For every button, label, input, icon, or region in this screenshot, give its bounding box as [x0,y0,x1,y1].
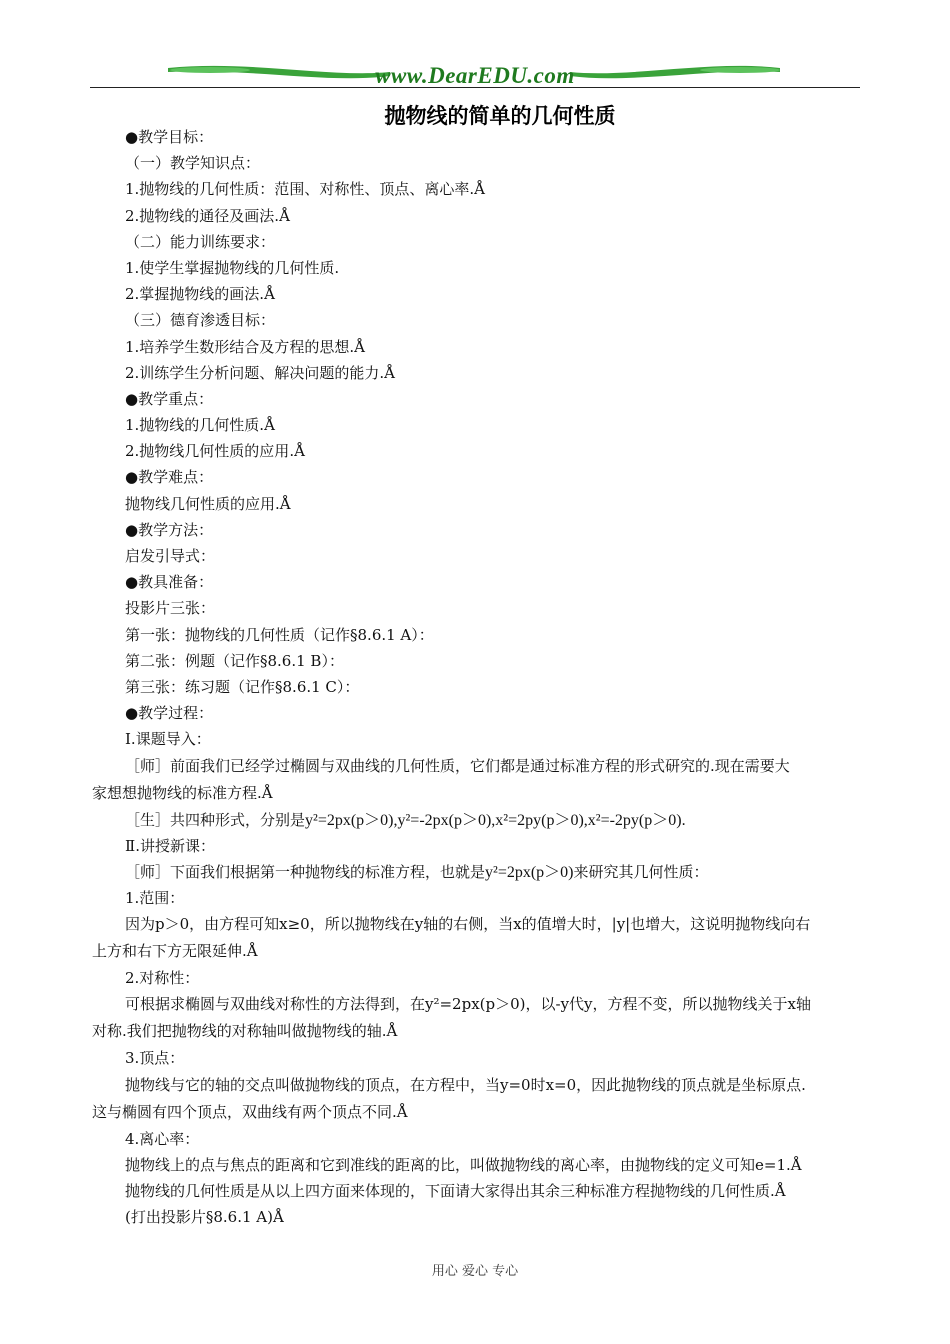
line-method-heading: ●教学方法： [125,520,214,539]
line-goal-heading: ●教学目标： [125,128,214,146]
paragraph-line: 家想想抛物线的标准方程.Å [92,783,273,802]
line-intro-heading: Ⅰ.课题导入： [125,730,211,749]
paragraph-line: ［师］前面我们已经学过椭圆与双曲线的几何性质，它们都是通过标准方程的形式研究的.现在需要大 [125,756,790,775]
line-knowledge-heading: （一）教学知识点： [125,154,261,173]
paragraph-line: 抛物线与它的轴的交点叫做抛物线的顶点，在方程中，当y=0时x=0，因此抛物线的顶点就是坐标原点. [125,1075,806,1094]
paragraph-line: 因为p＞0，由方程可知x≥0，所以抛物线在y轴的右侧，当x的值增大时，|y|也增大，这说明抛物线向右 [125,915,811,934]
student-prefix: ［生］共四种形式，分别是 [125,810,306,829]
subheading-symmetry: 2.对称性： [125,969,200,988]
line-process-heading: ●教学过程： [125,704,214,723]
line-key-heading: ●教学重点： [125,389,214,408]
subheading-range: 1.范围： [125,889,185,908]
paragraph-slide-note: (打出投影片§8.6.1 A)Å [125,1208,284,1227]
subheading-eccentricity: 4.离心率： [125,1129,200,1148]
site-logo-text[interactable]: www.DearEDU.com [375,63,575,88]
line-slide-1: 第一张：抛物线的几何性质（记作§8.6.1 A）： [125,625,434,644]
paragraph-line: 对称.我们把抛物线的对称轴叫做抛物线的轴.Å [92,1022,398,1041]
subheading-vertex: 3.顶点： [125,1049,185,1068]
line-difficulty-heading: ●教学难点： [125,468,214,487]
line-tools-1: 投影片三张： [125,599,216,618]
header-divider [90,87,860,88]
first-equation: y²=2px(p＞0) [485,863,574,881]
document-body [92,124,862,1230]
paragraph-teacher-intro [92,753,862,807]
line-key-1: 1.抛物线的几何性质.Å [125,416,275,435]
line-slide-3: 第三张：练习题（记作§8.6.1 C）： [125,677,360,696]
paragraph-teacher-lesson [92,859,862,885]
page-title: 抛物线的简单的几何性质 [384,103,616,128]
paragraph-line: 这与椭圆有四个顶点，双曲线有两个顶点不同.Å [92,1102,408,1121]
line-method-1: 启发引导式： [125,547,216,565]
paragraph-vertex [92,1072,862,1126]
paragraph-range [92,911,862,965]
line-difficulty-1: 抛物线几何性质的应用.Å [125,494,291,513]
paragraph-eccentricity: 抛物线上的点与焦点的距离和它到准线的距离的比，叫做抛物线的离心率，由抛物线的定义可知e=1.Å [125,1155,802,1174]
line-moral-heading: （三）德育渗透目标： [125,311,276,330]
line-knowledge-2: 2.抛物线的通径及画法.Å [125,206,290,225]
paragraph-line: 可根据求椭圆与双曲线对称性的方法得到，在y²=2px(p＞0)，以-y代y，方程不变，所以抛物线关于x轴 [125,995,811,1014]
line-ability-2: 2.掌握抛物线的画法.Å [125,285,275,304]
line-tools-heading: ●教具准备： [125,573,214,592]
line-new-lesson-heading: Ⅱ.讲授新课： [125,836,215,855]
line-slide-2: 第二张：例题（记作§8.6.1 B）： [125,651,344,670]
line-ability-heading: （二）能力训练要求： [125,232,276,251]
line-moral-2: 2.训练学生分析问题、解决问题的能力.Å [125,363,395,382]
paragraph-symmetry [92,991,862,1045]
line-key-2: 2.抛物线几何性质的应用.Å [125,442,305,461]
paragraph-line: 上方和右下方无限延伸.Å [92,942,258,961]
line-knowledge-1: 1.抛物线的几何性质：范围、对称性、顶点、离心率.Å [125,180,485,199]
line-moral-1: 1.培养学生数形结合及方程的思想.Å [125,337,365,356]
page-footer: 用心 爱心 专心 [431,1264,519,1279]
paragraph-summary: 抛物线的几何性质是从以上四方面来体现的，下面请大家得出其余三种标准方程抛物线的几何性质.Å [125,1182,786,1200]
standard-equations: y²=2px(p＞0),y²=-2px(p＞0),x²=2py(p＞0),x²=-2py(p＞0). [305,811,686,829]
teacher-suffix: 来研究其几何性质： [573,862,709,881]
line-ability-1: 1.使学生掌握抛物线的几何性质. [125,258,340,277]
teacher-prefix: ［师］下面我们根据第一种抛物线的标准方程，也就是 [125,862,486,881]
paragraph-student-answer [92,807,862,833]
